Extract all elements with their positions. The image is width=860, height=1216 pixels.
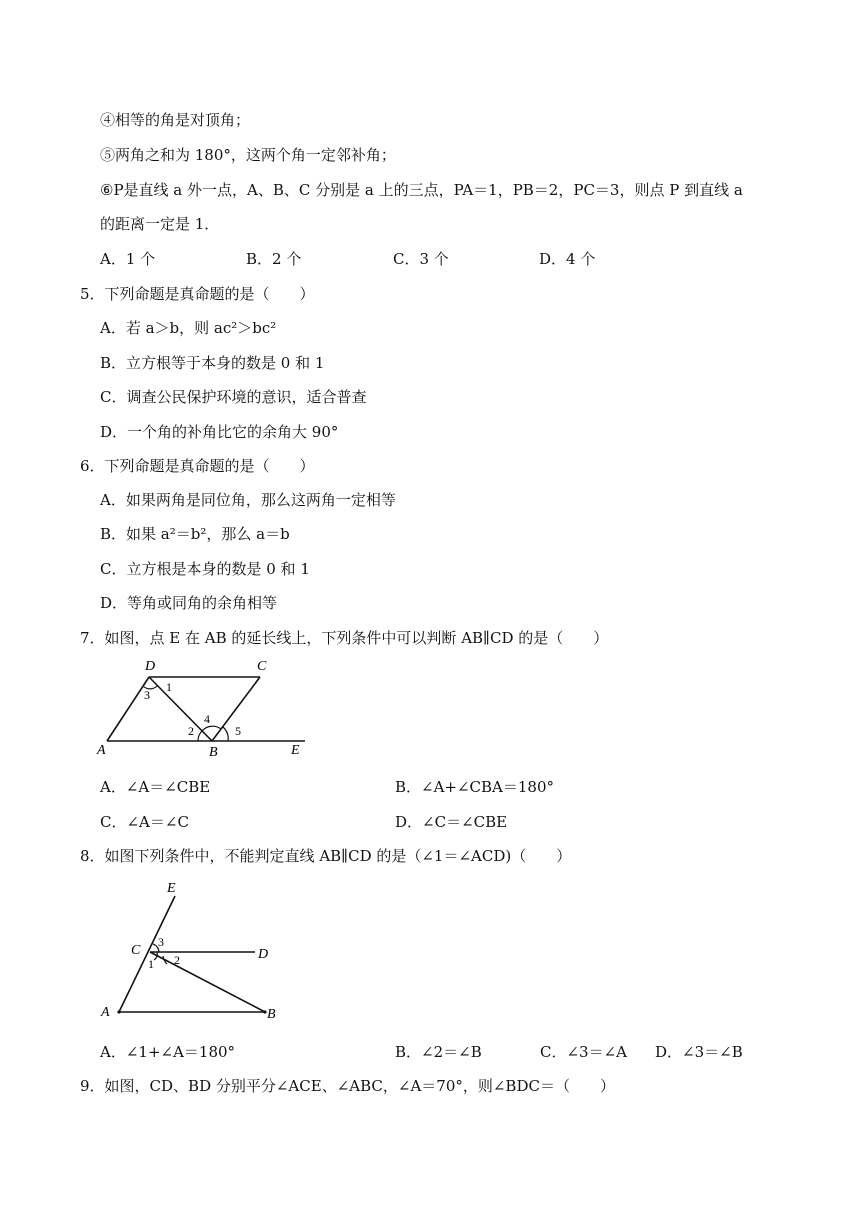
q8-stem: 8．如图下列条件中，不能判定直线 AB∥CD 的是（∠1＝∠ACD)（ ） <box>80 847 572 865</box>
q7-angle-3: 3 <box>144 688 150 702</box>
q7-option-c: C．∠A＝∠C <box>100 813 189 831</box>
q5-option-b: B．立方根等于本身的数是 0 和 1 <box>100 354 325 372</box>
q7-label-a: A <box>97 743 106 758</box>
statement-5: ⑤两角之和为 180°，这两个角一定邻补角； <box>100 146 396 164</box>
q8-angle-3: 3 <box>158 935 164 949</box>
q8-option-a: A．∠1+∠A＝180° <box>100 1043 236 1061</box>
q5-option-a: A．若 a＞b，则 ac²＞bc² <box>100 319 277 337</box>
q7-label-c: C <box>257 659 267 674</box>
q8-option-d: D．∠3＝∠B <box>655 1043 743 1061</box>
q4-option-a: A．1 个 <box>100 250 156 268</box>
q7-figure <box>95 655 315 760</box>
q6-stem: 6．下列命题是真命题的是（ ） <box>80 457 315 475</box>
q4-option-c: C．3 个 <box>393 250 449 268</box>
q7-option-d: D．∠C＝∠CBE <box>395 813 508 831</box>
statement-6-line1: ⑥P是直线 a 外一点，A、B、C 分别是 a 上的三点，PA＝1，PB＝2，PC＝3，则点 P 到直线 a <box>100 181 743 199</box>
statement-4: ④相等的角是对顶角； <box>100 111 251 129</box>
q8-figure <box>95 878 295 1028</box>
q6-option-b: B．如果 a²＝b²，那么 a＝b <box>100 525 290 543</box>
q8-option-c: C．∠3＝∠A <box>540 1043 627 1061</box>
q6-option-a: A．如果两角是同位角，那么这两角一定相等 <box>100 491 396 509</box>
q6-option-d: D．等角或同角的余角相等 <box>100 594 278 612</box>
q7-stem: 7．如图，点 E 在 AB 的延长线上，下列条件中可以判断 AB∥CD 的是（ ） <box>80 629 609 647</box>
q7-label-d: D <box>145 659 156 674</box>
q4-option-d: D．4 个 <box>539 250 596 268</box>
q8-label-b: B <box>267 1007 276 1022</box>
q7-angle-5: 5 <box>235 724 241 738</box>
q8-angle-1: 1 <box>148 957 154 971</box>
q9-stem: 9．如图，CD、BD 分别平分∠ACE、∠ABC，∠A＝70°，则∠BDC＝（ ） <box>80 1077 615 1095</box>
q6-option-c: C．立方根是本身的数是 0 和 1 <box>100 560 310 578</box>
q8-label-c: C <box>131 943 141 958</box>
statement-6-line2: 的距离一定是 1． <box>100 215 220 233</box>
q7-angle-4: 4 <box>204 712 210 726</box>
q8-label-e: E <box>167 881 176 896</box>
q5-stem: 5．下列命题是真命题的是（ ） <box>80 285 315 303</box>
q7-label-b: B <box>209 745 218 760</box>
q8-option-b: B．∠2＝∠B <box>395 1043 482 1061</box>
q8-label-d: D <box>258 947 269 962</box>
q8-label-a: A <box>101 1005 110 1020</box>
q7-option-b: B．∠A+∠CBA＝180° <box>395 778 555 796</box>
q7-angle-2: 2 <box>188 724 194 738</box>
q5-option-d: D．一个角的补角比它的余角大 90° <box>100 423 339 441</box>
q7-label-e: E <box>291 743 300 758</box>
q7-option-a: A．∠A＝∠CBE <box>100 778 211 796</box>
q7-angle-1: 1 <box>166 680 172 694</box>
q5-option-c: C．调查公民保护环境的意识，适合普查 <box>100 388 367 406</box>
q8-angle-2: 2 <box>174 953 180 967</box>
q4-option-b: B．2 个 <box>246 250 302 268</box>
